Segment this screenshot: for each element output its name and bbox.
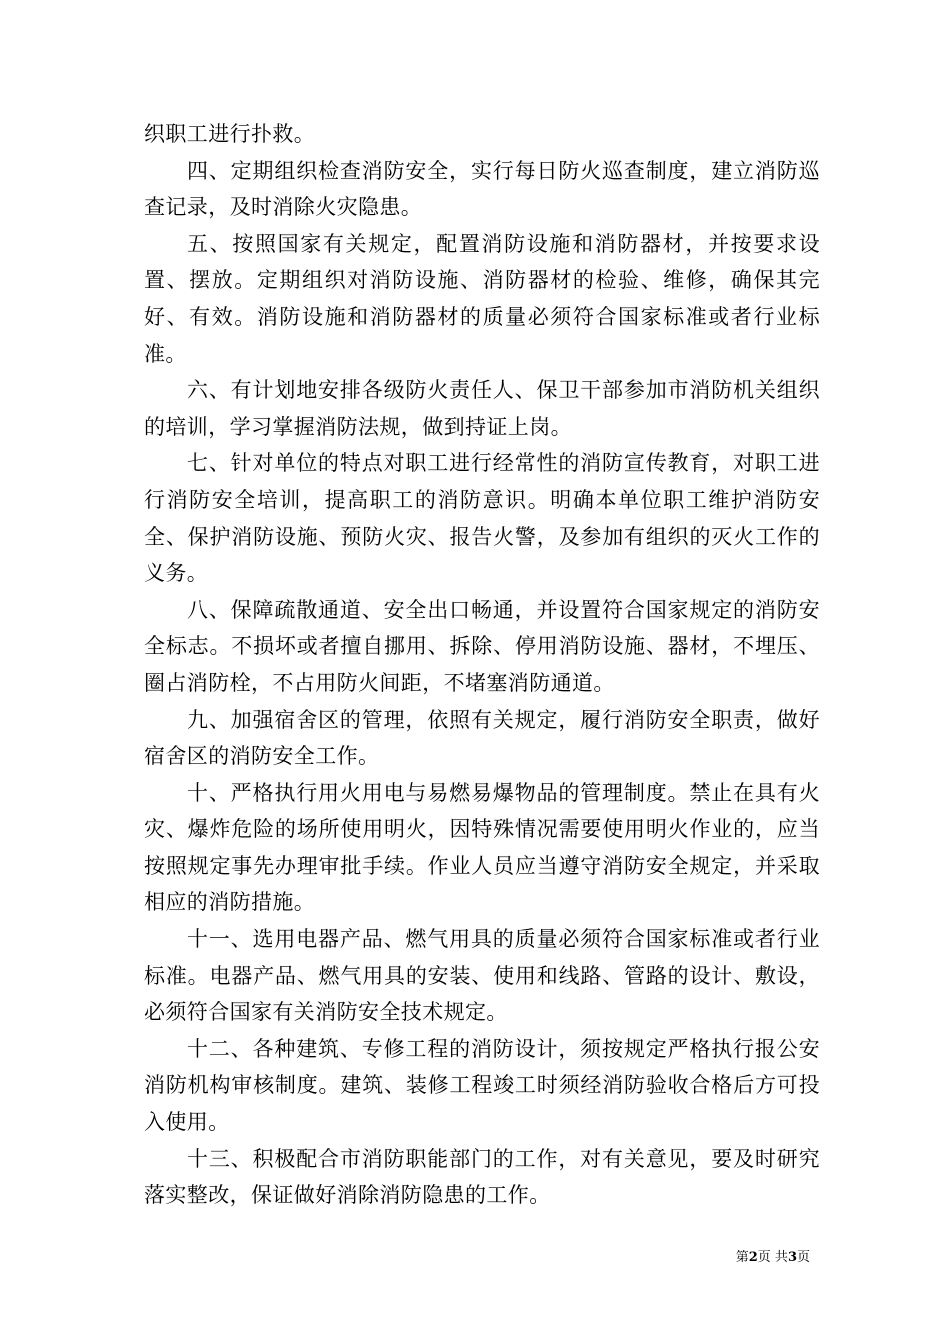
paragraph-item-10: 十、严格执行用火用电与易燃易爆物品的管理制度。禁止在具有火灾、爆炸危险的场所使用明火，因特殊情况需要使用明火作业的，应当按照规定事先办理审批手续。作业人员应当遵守消防安全规定，并采取相应的消防措施。 — [144, 780, 820, 915]
footer-middle: 页 共 — [757, 1250, 788, 1265]
footer-current-page: 2 — [748, 1250, 758, 1265]
footer-suffix: 页 — [796, 1250, 810, 1265]
paragraph-item-12: 十二、各种建筑、专修工程的消防设计，须按规定严格执行报公安消防机构审核制度。建筑、装修工程竣工时须经消防验收合格后方可投入使用。 — [144, 1036, 820, 1135]
paragraph-item-8: 八、保障疏散通道、安全出口畅通，并设置符合国家规定的消防安全标志。不损坏或者擅自挪用、拆除、停用消防设施、器材，不埋压、圈占消防栓，不占用防火间距，不堵塞消防通道。 — [144, 597, 820, 695]
footer-total-pages: 3 — [787, 1250, 797, 1265]
paragraph-item-5: 五、按照国家有关规定，配置消防设施和消防器材，并按要求设置、摆放。定期组织对消防设施、消防器材的检验、维修，确保其完好、有效。消防设施和消防器材的质量必须符合国家标准或者行业标准。 — [144, 231, 820, 366]
document-body — [144, 116, 820, 1214]
paragraph-item-11: 十一、选用电器产品、燃气用具的质量必须符合国家标准或者行业标准。电器产品、燃气用具的安装、使用和线路、管路的设计、敷设，必须符合国家有关消防安全技术规定。 — [144, 927, 820, 1025]
paragraph-item-6: 六、有计划地安排各级防火责任人、保卫干部参加市消防机关组织的培训，学习掌握消防法规，做到持证上岗。 — [144, 378, 820, 439]
paragraph-item-7: 七、针对单位的特点对职工进行经常性的消防宣传教育，对职工进行消防安全培训，提高职工的消防意识。明确本单位职工维护消防安全、保护消防设施、预防火灾、报告火警，及参加有组织的灭火工作的义务。 — [144, 451, 820, 586]
footer-prefix: 第 — [735, 1250, 749, 1265]
paragraph-item-13: 十三、积极配合市消防职能部门的工作，对有关意见，要及时研究落实整改，保证做好消除消防隐患的工作。 — [144, 1146, 820, 1208]
page-number-footer — [736, 1250, 810, 1266]
paragraph-item-9: 九、加强宿舍区的管理，依照有关规定，履行消防安全职责，做好宿舍区的消防安全工作。 — [144, 707, 820, 769]
paragraph-continuation: 织职工进行扑救。 — [144, 122, 316, 146]
paragraph-item-4: 四、定期组织检查消防安全，实行每日防火巡查制度，建立消防巡查记录，及时消除火灾隐患。 — [144, 158, 820, 220]
